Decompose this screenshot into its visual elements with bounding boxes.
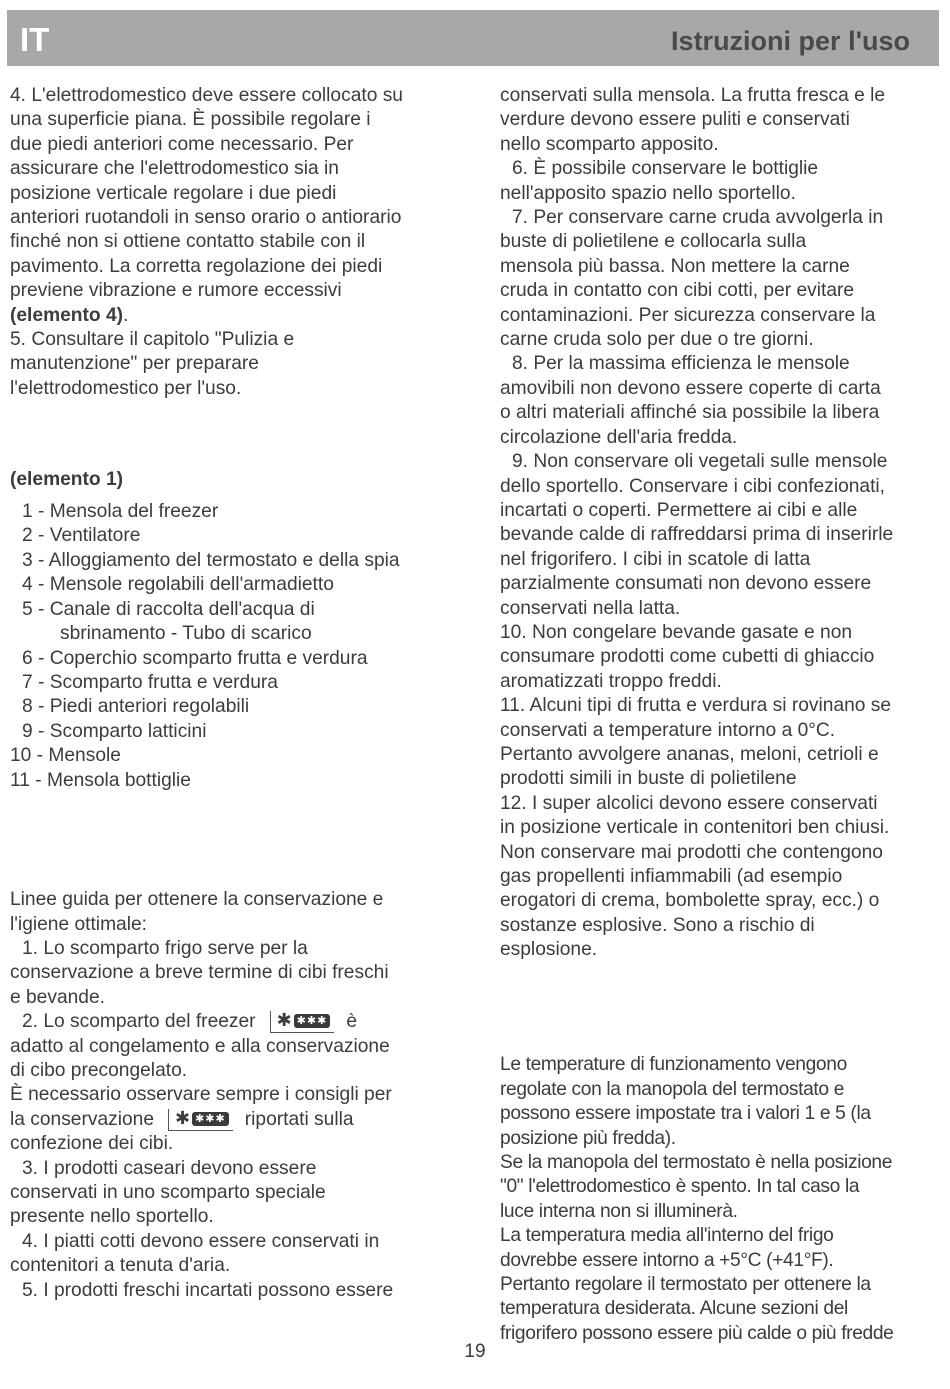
text-line: 9. Non conservare oli vegetali sulle mensole	[512, 451, 888, 473]
text-line: 11. Alcuni tipi di frutta e verdura si rovinano se	[500, 695, 892, 717]
text-line: 5. I prodotti freschi incartati possono essere	[22, 1279, 394, 1301]
text-line: Linee guida per ottenere la conservazione e	[10, 889, 384, 911]
text-line: presente nello sportello.	[10, 1206, 214, 1228]
text-line: posizione verticale regolare i due piedi	[10, 182, 337, 204]
text-line: finché non si ottiene contatto stabile con il	[10, 231, 366, 253]
list-item: 9 - Scomparto latticini	[22, 720, 207, 742]
text-line: cruda in contatto con cibi cotti, per evitare	[500, 280, 855, 302]
text-line: Non conservare mai prodotti che contengono	[500, 841, 883, 863]
list-item: 3 - Alloggiamento del termostato e della spia	[22, 549, 400, 571]
text-line: amovibili non devono essere coperte di carta	[500, 377, 881, 399]
list-item: 11 - Mensola bottiglie	[10, 769, 191, 791]
text-line: adatto al congelamento e alla conservazione	[10, 1035, 390, 1057]
text-line: 5. Consultare il capitolo "Pulizia e	[10, 329, 295, 351]
text-line: anteriori ruotandoli in senso orario o antiorario	[10, 207, 402, 229]
text-line: mensola più bassa. Non mettere la carne	[500, 255, 850, 277]
text-line: Le temperature di funzionamento vengono	[500, 1054, 847, 1076]
text-line: conservati in uno scomparto speciale	[10, 1182, 326, 1203]
text-line: possono essere impostate tra i valori 1 e 5 (la	[500, 1103, 871, 1125]
list-item: 2 - Ventilatore	[22, 525, 141, 547]
text-line: in posizione verticale in contenitori ben chiusi.	[500, 817, 890, 839]
text-line: l'igiene ottimale:	[10, 913, 147, 935]
text-line: bevande calde di raffreddarsi prima di inserirle	[500, 524, 894, 546]
page-header	[7, 10, 939, 66]
guidelines	[10, 888, 470, 1303]
text-line: nel frigorifero. I cibi in scatole di latta	[500, 548, 811, 570]
text-line: 2. Lo scomparto del freezer ✱ ✱✱✱ è	[22, 1010, 357, 1033]
header-title: Istruzioni per l'uso	[671, 26, 910, 56]
right-column	[500, 84, 945, 1346]
text-line: verdure devono essere puliti e conservati	[500, 109, 850, 131]
parts-list	[10, 500, 470, 793]
text-line: 10. Non congelare bevande gasate e non	[500, 621, 853, 643]
list-item: 8 - Piedi anteriori regolabili	[22, 696, 250, 718]
text-line: gas propellenti infiammabili (ad esempio	[500, 866, 843, 887]
parts-heading: (elemento 1)	[10, 468, 124, 490]
text-line: conservazione a breve termine di cibi freschi	[10, 962, 389, 984]
language-code: IT	[20, 21, 50, 58]
element-reference: (elemento 4)	[10, 304, 124, 326]
text-line: una superficie piana. È possibile regolare i	[10, 109, 371, 131]
list-item: 10 - Mensole	[10, 745, 121, 767]
freezer-star-icon: ✱ ✱✱✱	[270, 1011, 335, 1033]
text-line: contenitori a tenuta d'aria.	[10, 1255, 231, 1277]
text-line: aromatizzati troppo freddi.	[500, 670, 722, 692]
text-line: incartati o coperti. Permettere ai cibi e alle	[500, 499, 858, 521]
text-line: carne cruda solo per due o tre giorni.	[500, 329, 814, 351]
text-line: 3. I prodotti caseari devono essere	[22, 1157, 317, 1179]
text-line: parzialmente consumati non devono essere	[500, 573, 872, 595]
list-item: 5 - Canale di raccolta dell'acqua di	[22, 598, 315, 620]
text-line: e bevande.	[10, 986, 105, 1008]
text-line: posizione più fredda).	[500, 1127, 676, 1149]
text-line: dovrebbe essere intorno a +5°C (+41°F).	[500, 1249, 834, 1271]
text-line: conservati a temperature intorno a 0°C.	[500, 719, 836, 741]
text-line: sostanze esplosive. Sono a rischio di	[500, 914, 815, 936]
text-line: 1. Lo scomparto frigo serve per la	[22, 937, 308, 959]
list-item: sbrinamento - Tubo di scarico	[60, 623, 312, 645]
text-line: 4. I piatti cotti devono essere conservati in	[22, 1230, 380, 1252]
text-line: confezione dei cibi.	[10, 1133, 174, 1155]
text-line: Pertanto regolare il termostato per ottenere la	[500, 1274, 871, 1296]
page-number: 19	[464, 1341, 486, 1362]
text-line: pavimento. La corretta regolazione dei piedi	[10, 255, 383, 277]
list-item: 4 - Mensole regolabili dell'armadietto	[22, 574, 334, 596]
text-line: nello scomparto apposito.	[500, 133, 719, 155]
text-line: Se la manopola del termostato è nella posizione	[500, 1152, 893, 1174]
text-line: conservati sulla mensola. La frutta fresca e le	[500, 85, 886, 106]
list-item: 6 - Coperchio scomparto frutta e verdura	[22, 647, 368, 669]
text-line: 12. I super alcolici devono essere conservati	[500, 792, 878, 814]
list-item: 1 - Mensola del freezer	[22, 501, 219, 523]
text-line: (elemento 4).	[10, 304, 129, 326]
text-line: assicurare che l'elettrodomestico sia in	[10, 158, 339, 180]
text-line: 8. Per la massima efficienza le mensole	[512, 353, 850, 375]
text-line: erogatori di crema, bombolette spray, ecc.) o	[500, 890, 880, 912]
paragraph-5	[10, 328, 470, 401]
left-column	[10, 84, 470, 1303]
text-line: Pertanto avvolgere ananas, meloni, cetrioli e	[500, 743, 879, 765]
text-line: buste di polietilene e collocarla sulla	[500, 231, 807, 253]
text-line: È necessario osservare sempre i consigli per	[10, 1084, 392, 1106]
text-line: o altri materiali affinché sia possibile la libera	[500, 402, 880, 424]
text-line: previene vibrazione e rumore eccessivi	[10, 280, 342, 302]
paragraph-4	[10, 84, 470, 328]
text-line: circolazione dell'aria fredda.	[500, 426, 738, 448]
text-line: di cibo precongelato.	[10, 1059, 188, 1081]
text-line: temperatura desiderata. Alcune sezioni del	[500, 1298, 848, 1320]
text-line: esplosione.	[500, 939, 598, 961]
text-line: dello sportello. Conservare i cibi confezionati,	[500, 475, 886, 497]
text-line: 6. È possibile conservare le bottiglie	[512, 158, 819, 180]
text-line: La temperatura media all'interno del frigo	[500, 1225, 834, 1247]
freezer-star-icon: ✱ ✱✱✱	[168, 1109, 233, 1131]
text-line: conservati nella latta.	[500, 597, 681, 619]
text-line: due piedi anteriori come necessario. Per	[10, 133, 354, 155]
list-item: 7 - Scomparto frutta e verdura	[22, 671, 278, 693]
temperature-section	[500, 1053, 945, 1346]
text-line: nell'apposito spazio nello sportello.	[500, 182, 796, 204]
text-line: la conservazione ✱ ✱✱✱ riportati sulla	[10, 1107, 354, 1130]
text-line: contaminazioni. Per sicurezza conservare la	[500, 304, 876, 326]
text-line: manutenzione" per preparare	[10, 353, 259, 375]
text-line: luce interna non si illuminerà.	[500, 1200, 738, 1222]
text-line: regolate con la manopola del termostato e	[500, 1078, 845, 1100]
text-line: frigorifero possono essere più calde o più fredde	[500, 1322, 894, 1344]
text-line: prodotti simili in buste di polietilene	[500, 768, 797, 790]
text-line: consumare prodotti come cubetti di ghiaccio	[500, 646, 875, 668]
text-line: 4. L'elettrodomestico deve essere collocato su	[10, 85, 403, 106]
text-line: "0" l'elettrodomestico è spento. In tal caso la	[500, 1176, 860, 1198]
text-line: 7. Per conservare carne cruda avvolgerla in	[512, 207, 884, 229]
text-line: l'elettrodomestico per l'uso.	[10, 377, 242, 399]
